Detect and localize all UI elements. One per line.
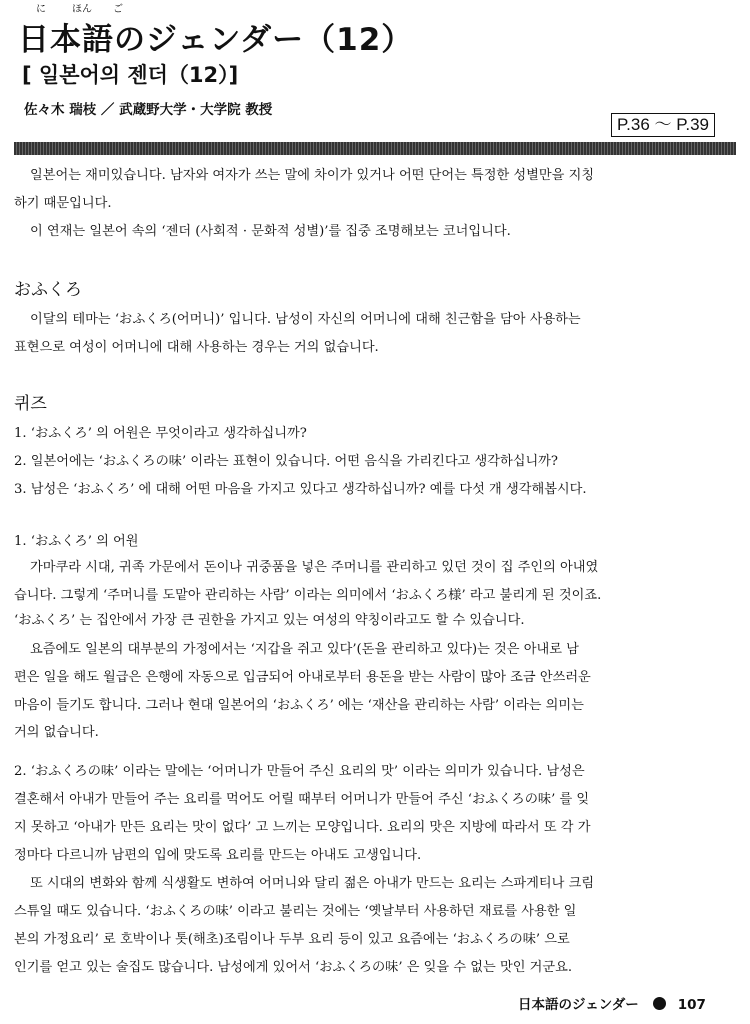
answer1-line: 거의 없습니다. (14, 725, 99, 740)
section-heading: おふくろ (14, 280, 82, 300)
quiz-item: 3. 남성은 ‘おふくろ’ 에 대해 어떤 마음을 가지고 있다고 생각하십니까? 예를 다섯 개 생각해봅시다. (14, 482, 587, 497)
intro-line: 일본어는 재미있습니다. 남자와 여자가 쓰는 말에 차이가 있거나 어떤 단어는 특정한 성별만을 지칭 (30, 168, 595, 183)
answer1-line: ‘おふくろ’ 는 집안에서 가장 큰 권한을 가지고 있는 여성의 약칭이라고도 할 수 있습니다. (14, 613, 525, 628)
answer2-line: 정마다 다르니까 남편의 입에 맞도록 요리를 만드는 아내도 고생입니다. (14, 848, 422, 863)
answer1-line: 습니다. 그렇게 ‘주머니를 도맡아 관리하는 사람’ 이라는 의미에서 ‘おふくろ様’ 라고 불리게 된 것이죠. (14, 588, 602, 603)
quiz-item: 2. 일본어에는 ‘おふくろの味’ 이라는 표현이 있습니다. 어떤 음식을 가리킨다고 생각하십니까? (14, 454, 558, 469)
bullet-icon (653, 997, 666, 1010)
intro-line: 이 연재는 일본어 속의 ‘젠더 (사회적 · 문화적 성별)’를 집중 조명해보는 코너입니다. (30, 224, 511, 239)
page-footer (518, 993, 706, 1013)
answer1-line: 가마쿠라 시대, 귀족 가문에서 돈이나 귀중품을 넣은 주머니를 관리하고 있던 것이 집 주인의 아내였 (30, 560, 599, 575)
answer2-line: 지 못하고 ‘아내가 만든 요리는 맛이 없다’ 고 느끼는 모양입니다. 요리의 맛은 지방에 따라서 또 각 가 (14, 820, 591, 835)
ruby-ni: に (36, 4, 46, 15)
answer2-line: 2. ‘おふくろの味’ 이라는 말에는 ‘어머니가 만들어 주신 요리의 맛’ 이라는 의미가 있습니다. 남성은 (14, 764, 585, 779)
ruby-go: ご (113, 4, 123, 15)
quiz-item: 1. ‘おふくろ’ 의 어원은 무엇이라고 생각하십니까? (14, 426, 307, 441)
page-subtitle: [ 일본어의 젠더（12）] (22, 63, 239, 87)
footer-label: 日本語のジェンダー (518, 997, 639, 1013)
section-line: 이달의 테마는 ‘おふくろ(어머니)’ 입니다. 남성이 자신의 어머니에 대해 친근함을 담아 사용하는 (30, 312, 581, 327)
page-title: 日本語のジェンダー（12） (18, 22, 414, 58)
answer1-heading: 1. ‘おふくろ’ 의 어원 (14, 534, 139, 549)
answer2-line: 스튜일 때도 있습니다. ‘おふくろの味’ 이라고 불리는 것에는 ‘옛날부터 사용하던 재료를 사용한 일 (14, 904, 577, 919)
answer2-line: 또 시대의 변화와 함께 식생활도 변하여 어머니와 달리 젊은 아내가 만드는 요리는 스파게티나 크림 (30, 876, 595, 891)
quiz-heading: 퀴즈 (14, 394, 47, 414)
answer1-line: 마음이 들기도 합니다. 그러나 현대 일본어의 ‘おふくろ’ 에는 ‘재산을 관리하는 사람’ 이라는 의미는 (14, 698, 584, 713)
answer2-line: 인기를 얻고 있는 술집도 많습니다. 남성에게 있어서 ‘おふくろの味’ 은 잊을 수 없는 맛인 거군요. (14, 960, 573, 975)
answer2-line: 본의 가정요리’ 로 호박이나 톳(해초)조림이나 두부 요리 등이 있고 요즘에는 ‘おふくろの味’ 으로 (14, 932, 570, 947)
section-line: 표현으로 여성이 어머니에 대해 사용하는 경우는 거의 없습니다. (14, 340, 379, 355)
ruby-hon: ほん (72, 4, 92, 15)
header-divider (14, 142, 736, 155)
answer1-line: 요즘에도 일본의 대부분의 가정에서는 ‘지갑을 쥐고 있다’(돈을 관리하고 있다)는 것은 아내로 남 (30, 642, 579, 657)
page-range-box: P.36 ～ P.39 (611, 113, 715, 137)
answer2-line: 결혼해서 아내가 만들어 주는 요리를 먹어도 어릴 때부터 어머니가 만들어 주신 ‘おふくろの味’ 를 잊 (14, 792, 590, 807)
page-number: 107 (677, 997, 706, 1013)
intro-line: 하기 때문입니다. (14, 196, 112, 211)
answer1-line: 편은 일을 해도 월급은 은행에 자동으로 입금되어 아내로부터 용돈을 받는 사람이 많아 조금 안쓰러운 (14, 670, 591, 685)
author-line: 佐々木 瑞枝 ／ 武蔵野大学・大学院 教授 (24, 102, 273, 118)
